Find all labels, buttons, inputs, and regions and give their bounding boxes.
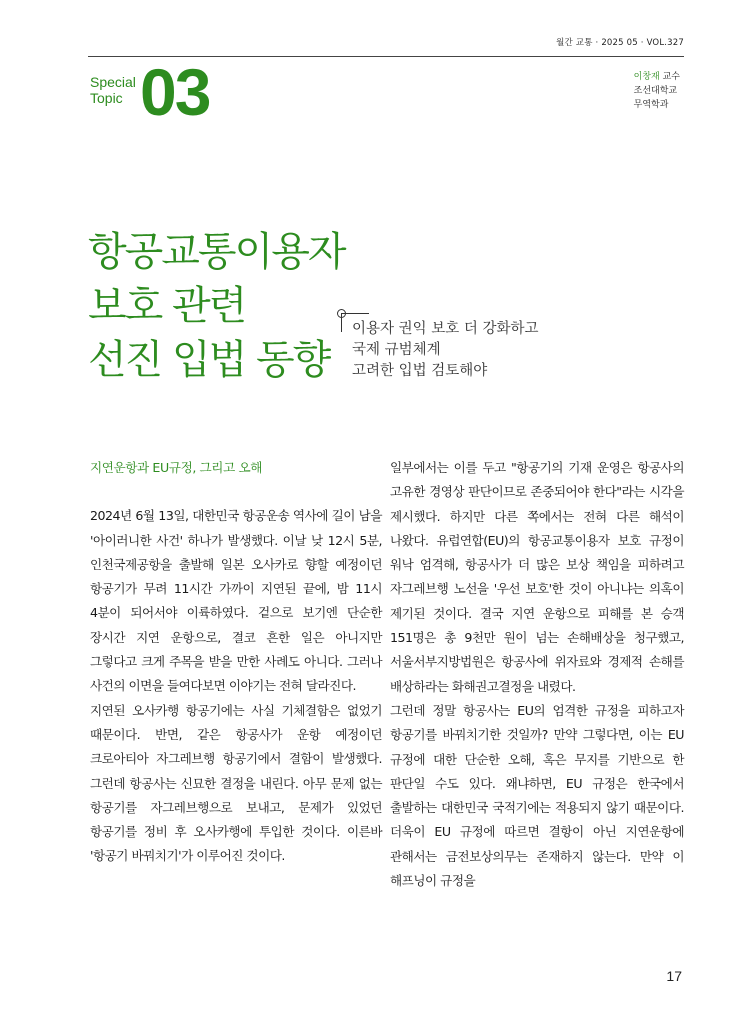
- body-paragraph: 지연된 오사카행 항공기에는 사실 기체결함은 없었기 때문이다. 반면, 같은 항공사가 운항 예정이던 크로아티아 자그레브행 항공기에서 결함이 발생했다. 그런데 항공사는 신묘한 결정을 내린다. 아무 문제 없는 항공기를 자그레브행으로 보내고, 문제가 있었던 항공기를 정비 후 오사카행에 투입한 것이다. 이른바 '항공기 바꿔치기'가 이루어진 것이다.: [90, 702, 382, 864]
- body-column-left: [90, 456, 382, 869]
- page-number: 17: [666, 968, 682, 984]
- author-block: [634, 70, 680, 112]
- author-name: 이창재: [633, 72, 660, 82]
- body-paragraph: 2024년 6월 13일, 대한민국 항공운송 역사에 길이 남을 '아이러니한 사건' 하나가 발생했다. 이날 낮 12시 5분, 인천국제공항을 출발해 일본 오사카로 향할 예정이던 항공기가 무려 11시간 가까이 지연된 끝에, 밤 11시 4분이 되어서야 이륙하였다. 겉으로 보기엔 단순한 장시간 지연 운항으로, 결코 흔한 일은 아니지만 그렇다고 크게 주목을 받을 만한 사례도 아니다. 그러나 사건의 이면을 들여다보면 이야기는 전혀 달라진다.: [90, 508, 382, 694]
- issue-meta: 월간 교통 · 2025 05 · VOL.327: [556, 38, 684, 48]
- title-line-1: 항공교통이용자: [88, 228, 345, 275]
- body-paragraph: 일부에서는 이를 두고 "항공기의 기재 운영은 항공사의 고유한 경영상 판단이므로 존중되어야 한다"라는 시각을 제시했다. 하지만 다른 쪽에서는 전혀 다른 해석이 나왔다. 유럽연합(EU)의 항공교통이용자 보호 규정이 워낙 엄격해, 항공사가 더 많은 보상 책임을 피하려고 자그레브행 노선을 '우선 보호'한 것이 아니냐는 의혹이 제기된 것이다. 결국 지연 운항으로 피해를 본 승객 151명은 총 9천만 원이 넘는 손해배상을 청구했고, 서울서부지방법원은 항공사에 위자료와 경제적 손해를 배상하라는 화해권고결정을 내렸다.: [390, 460, 684, 694]
- author-affiliation-2: 무역학과: [633, 100, 669, 110]
- section-heading: 지연운항과 EU규정, 그리고 오해: [90, 460, 262, 475]
- article-title: [88, 225, 344, 387]
- topic-label: Topic: [90, 90, 123, 106]
- title-line-2: 보호 관련: [88, 282, 246, 329]
- author-affiliation-1: 조선대학교: [633, 86, 678, 96]
- subtitle-connector-line: [341, 313, 369, 314]
- body-paragraph: 그런데 정말 항공사는 EU의 엄격한 규정을 피하고자 항공기를 바꿔치기한 것일까? 만약 그렇다면, 이는 EU 규정에 대한 단순한 오해, 혹은 무지를 기반으로 한 판단일 수도 있다. 왜냐하면, EU 규정은 한국에서 출발하는 대한민국 국적기에는 적용되지 않기 때문이다. 더욱이 EU 규정에 따르면 결항이 아닌 지연운항에 관해서는 금전보상의무는 존재하지 않는다. 만약 이 해프닝이 규정을: [390, 702, 684, 889]
- topic-number: 03: [140, 55, 210, 129]
- article-subtitle: [352, 319, 539, 382]
- subtitle-vertical-line: [341, 313, 342, 332]
- author-role: 교수: [662, 72, 680, 82]
- special-topic-label: [90, 74, 136, 106]
- subtitle-line-1: 이용자 권익 보호 더 강화하고: [352, 321, 539, 337]
- subtitle-line-2: 국제 규범체계: [352, 342, 441, 358]
- subtitle-line-3: 고려한 입법 검토해야: [352, 363, 488, 379]
- title-line-3: 선진 입법 동향: [88, 336, 330, 383]
- body-column-right: [390, 456, 684, 893]
- author-name-row: [634, 70, 680, 84]
- special-label: Special: [90, 74, 136, 90]
